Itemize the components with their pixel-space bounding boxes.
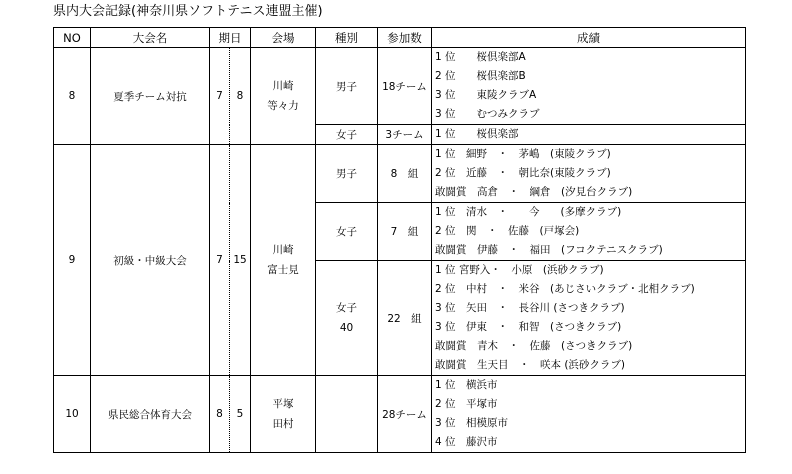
table-row [54, 48, 746, 125]
result-line: 敢闘賞 高倉 ・ 綱倉 (汐見台クラブ) [435, 186, 633, 198]
results-cell [432, 125, 746, 145]
category-line: 女子 [336, 302, 357, 314]
tournament-venue [251, 48, 316, 145]
result-line: 3 位 相模原市 [435, 417, 509, 429]
result-line: 3 位 むつみクラブ [435, 108, 540, 120]
result-line: 1 位 清水 ・ 今 (多摩クラブ) [435, 206, 622, 218]
category-line: 40 [339, 322, 354, 334]
result-line: 1 位 桜倶楽部 [435, 128, 519, 140]
participants-cell: 18チーム [378, 48, 432, 125]
participants-cell: 3チーム [378, 125, 432, 145]
results-cell [432, 376, 746, 453]
result-line: 2 位 関 ・ 佐藤 (戸塚会) [435, 225, 580, 237]
result-line: 2 位 中村 ・ 米谷 (あじさいクラブ・北相クラブ) [435, 283, 695, 295]
result-line: 3 位 矢田 ・ 長谷川 (さつきクラブ) [435, 302, 625, 314]
header-no: NO [54, 28, 91, 48]
results-cell [432, 48, 746, 125]
category-cell [316, 261, 378, 376]
header-name: 大会名 [91, 28, 210, 48]
result-line: 敢闘賞 伊藤 ・ 福田 (フコクテニスクラブ) [435, 244, 663, 256]
tournament-day: 8 [230, 48, 251, 145]
result-line: 3 位 伊東 ・ 和智 (さつきクラブ) [435, 321, 622, 333]
category-cell: 男子 [316, 145, 378, 203]
result-line: 1 位 横浜市 [435, 379, 498, 391]
participants-cell: 8 組 [378, 145, 432, 203]
venue-line: 川崎 [272, 244, 294, 256]
tournament-day: 5 [230, 376, 251, 453]
tournament-month: 7 [210, 48, 230, 145]
tournament-venue [251, 376, 316, 453]
header-venue: 会場 [251, 28, 316, 48]
results-cell [432, 261, 746, 376]
results-cell [432, 203, 746, 261]
category-cell: 男子 [316, 48, 378, 125]
header-period: 期日 [210, 28, 251, 48]
result-line: 敢闘賞 生天目 ・ 咲本 (浜砂クラブ) [435, 359, 626, 371]
tournament-day: 15 [230, 145, 251, 376]
header-category: 種別 [316, 28, 378, 48]
tournament-no: 9 [54, 145, 91, 376]
page-title: 県内大会記録(神奈川県ソフトテニス連盟主催) [53, 4, 323, 19]
tournament-month: 8 [210, 376, 230, 453]
result-line: 2 位 桜倶楽部B [435, 70, 526, 82]
result-line: 2 位 平塚市 [435, 398, 498, 410]
tournament-no: 10 [54, 376, 91, 453]
venue-line: 田村 [272, 418, 294, 430]
results-table [53, 27, 746, 453]
tournament-no: 8 [54, 48, 91, 145]
result-line: 1 位 細野 ・ 茅嶋 (東陵クラブ) [435, 148, 611, 160]
header-results: 成績 [432, 28, 746, 48]
table-row [54, 376, 746, 453]
participants-cell: 22 組 [378, 261, 432, 376]
tournament-name: 夏季チーム対抗 [91, 48, 210, 145]
category-cell: 女子 [316, 203, 378, 261]
result-line: 1 位 桜倶楽部A [435, 51, 526, 63]
result-line: 敢闘賞 青木 ・ 佐藤 (さつきクラブ) [435, 340, 633, 352]
participants-cell: 28チーム [378, 376, 432, 453]
result-line: 2 位 近藤 ・ 朝比奈(東陵クラブ) [435, 167, 611, 179]
tournament-venue [251, 145, 316, 376]
result-line: 3 位 東陵クラブA [435, 89, 537, 101]
venue-line: 富士見 [267, 264, 299, 276]
venue-line: 川崎 [272, 80, 294, 92]
result-line: 4 位 藤沢市 [435, 436, 498, 448]
venue-line: 平塚 [272, 398, 294, 410]
participants-cell: 7 組 [378, 203, 432, 261]
tournament-month: 7 [210, 145, 230, 376]
header-participants: 参加数 [378, 28, 432, 48]
header-row [54, 28, 746, 48]
venue-line: 等々力 [267, 100, 299, 112]
table-row [54, 145, 746, 203]
tournament-name: 県民総合体育大会 [91, 376, 210, 453]
category-cell: 女子 [316, 125, 378, 145]
results-cell [432, 145, 746, 203]
tournament-name: 初級・中級大会 [91, 145, 210, 376]
category-cell [316, 376, 378, 453]
result-line: 1 位 宮野入・ 小原 (浜砂クラブ) [435, 264, 604, 276]
